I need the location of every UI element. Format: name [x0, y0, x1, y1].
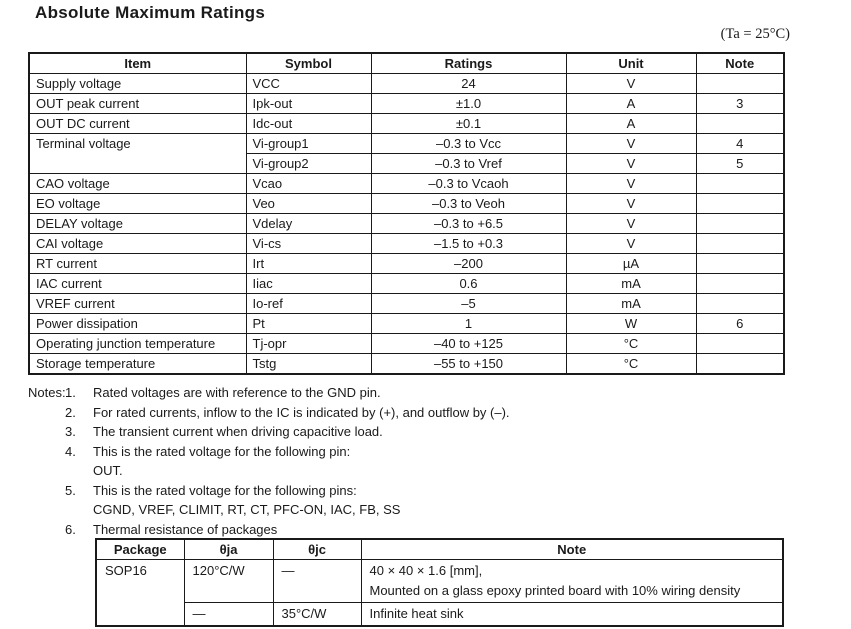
cell-ratings: –55 to +150 — [371, 354, 566, 375]
note-text: Rated voltages are with reference to the GND pin. — [93, 385, 381, 400]
cell-symbol: Vi-cs — [246, 234, 371, 254]
cell-symbol: VCC — [246, 74, 371, 94]
cell-note — [696, 174, 784, 194]
cell-unit: µA — [566, 254, 696, 274]
cell-note — [361, 560, 783, 603]
cell-symbol: Pt — [246, 314, 371, 334]
cell-note — [696, 194, 784, 214]
cell-ratings: ±1.0 — [371, 94, 566, 114]
cell-item: IAC current — [29, 274, 246, 294]
notes-label: Notes: — [28, 385, 66, 400]
table-row — [29, 94, 784, 114]
note-text: OUT. — [93, 463, 123, 478]
notes-label-spacer — [28, 442, 65, 462]
cell-ratings: –40 to +125 — [371, 334, 566, 354]
cell-item: Power dissipation — [29, 314, 246, 334]
cell-unit: W — [566, 314, 696, 334]
temperature-condition: (Ta = 25°C) — [720, 26, 790, 42]
note-number: 3. — [65, 424, 76, 439]
note-text: For rated currents, inflow to the IC is indicated by (+), and outflow by (–). — [93, 404, 510, 420]
cell-symbol: Vi-group2 — [246, 154, 371, 174]
note-line — [28, 442, 510, 462]
table-row — [96, 603, 783, 627]
cell-symbol: Vcao — [246, 174, 371, 194]
notes-label-spacer — [28, 481, 65, 501]
cell-note — [696, 114, 784, 134]
note-text: CGND, VREF, CLIMIT, RT, CT, PFC-ON, IAC, FB, SS — [93, 502, 401, 517]
header-ratings: Ratings — [371, 53, 566, 74]
cell-ratings: –200 — [371, 254, 566, 274]
note-line-2: Mounted on a glass epoxy printed board with 10% wiring density — [369, 583, 741, 598]
cell-unit: V — [566, 194, 696, 214]
cell-theta-jc: — — [273, 560, 361, 603]
cell-note — [696, 334, 784, 354]
cell-ratings: –1.5 to +0.3 — [371, 234, 566, 254]
table-row — [29, 134, 784, 154]
cell-package: SOP16 — [96, 560, 184, 627]
notes-label-spacer — [28, 403, 65, 423]
note-text: This is the rated voltage for the following pin: — [93, 443, 351, 459]
note-number: 4. — [65, 443, 76, 459]
table-row — [29, 234, 784, 254]
cell-symbol: Tj-opr — [246, 334, 371, 354]
table-row — [29, 294, 784, 314]
note-line — [28, 383, 510, 403]
note-line — [28, 403, 510, 423]
cell-unit: V — [566, 214, 696, 234]
cell-unit: V — [566, 74, 696, 94]
note-number: 5. — [65, 482, 76, 498]
cell-note — [696, 74, 784, 94]
cell-unit: V — [566, 234, 696, 254]
table-header-row — [96, 539, 783, 560]
cell-item: RT current — [29, 254, 246, 274]
note-continuation-line — [28, 500, 510, 520]
cell-note: 6 — [696, 314, 784, 334]
cell-note — [696, 254, 784, 274]
cell-symbol: Tstg — [246, 354, 371, 375]
note-line — [28, 520, 510, 540]
cell-note — [696, 354, 784, 375]
cell-item: VREF current — [29, 294, 246, 314]
cell-unit: V — [566, 134, 696, 154]
cell-symbol: Vdelay — [246, 214, 371, 234]
page-title: Absolute Maximum Ratings — [35, 3, 266, 22]
cell-item: OUT peak current — [29, 94, 246, 114]
cell-item: Terminal voltage — [29, 134, 246, 174]
table-row — [29, 214, 784, 234]
notes-label-spacer — [28, 500, 65, 520]
notes-label-spacer — [28, 422, 65, 442]
cell-note — [696, 274, 784, 294]
note-line — [28, 422, 510, 442]
cell-note: 3 — [696, 94, 784, 114]
table-row — [29, 334, 784, 354]
cell-symbol: Idc-out — [246, 114, 371, 134]
cell-unit: A — [566, 114, 696, 134]
table-row — [29, 274, 784, 294]
cell-note: 4 — [696, 134, 784, 154]
cell-ratings: 0.6 — [371, 274, 566, 294]
note-number: 1. — [65, 385, 76, 400]
cell-unit: V — [566, 174, 696, 194]
note-number: 6. — [65, 521, 76, 537]
cell-symbol: Vi-group1 — [246, 134, 371, 154]
header-item: Item — [29, 53, 246, 74]
cell-item: DELAY voltage — [29, 214, 246, 234]
cell-note: 5 — [696, 154, 784, 174]
cell-symbol: Veo — [246, 194, 371, 214]
header-theta-ja: θja — [184, 539, 273, 560]
cell-ratings: –0.3 to Veoh — [371, 194, 566, 214]
cell-item: Storage temperature — [29, 354, 246, 375]
cell-ratings: 24 — [371, 74, 566, 94]
cell-item: EO voltage — [29, 194, 246, 214]
header-note: Note — [696, 53, 784, 74]
header-theta-jc: θjc — [273, 539, 361, 560]
table-row — [29, 174, 784, 194]
note-line — [28, 481, 510, 501]
cell-theta-ja: — — [184, 603, 273, 627]
table-row — [29, 354, 784, 375]
header-note: Note — [361, 539, 783, 560]
cell-item: CAI voltage — [29, 234, 246, 254]
cell-ratings: –0.3 to Vcc — [371, 134, 566, 154]
absolute-maximum-ratings-table — [28, 52, 785, 375]
table-row — [29, 114, 784, 134]
cell-symbol: Iiac — [246, 274, 371, 294]
cell-ratings: ±0.1 — [371, 114, 566, 134]
table-header-row — [29, 53, 784, 74]
note-line-1: 40 × 40 × 1.6 [mm], — [369, 563, 483, 578]
note-number-spacer — [65, 461, 93, 481]
table-row — [96, 560, 783, 603]
table-row — [29, 194, 784, 214]
table-row — [29, 314, 784, 334]
header-symbol: Symbol — [246, 53, 371, 74]
cell-symbol: Io-ref — [246, 294, 371, 314]
cell-item: Operating junction temperature — [29, 334, 246, 354]
note-continuation-line — [28, 461, 510, 481]
cell-symbol: Irt — [246, 254, 371, 274]
cell-ratings: 1 — [371, 314, 566, 334]
cell-unit: mA — [566, 274, 696, 294]
cell-theta-ja: 120°C/W — [184, 560, 273, 603]
cell-item: OUT DC current — [29, 114, 246, 134]
note-text: Thermal resistance of packages — [93, 521, 278, 537]
notes-label-spacer — [28, 520, 65, 540]
cell-ratings: –0.3 to +6.5 — [371, 214, 566, 234]
cell-ratings: –0.3 to Vref — [371, 154, 566, 174]
cell-item: Supply voltage — [29, 74, 246, 94]
cell-item: CAO voltage — [29, 174, 246, 194]
cell-ratings: –5 — [371, 294, 566, 314]
cell-note — [696, 234, 784, 254]
cell-unit: °C — [566, 334, 696, 354]
table-row — [29, 254, 784, 274]
header-unit: Unit — [566, 53, 696, 74]
cell-theta-jc: 35°C/W — [273, 603, 361, 627]
table-row — [29, 74, 784, 94]
header-package: Package — [96, 539, 184, 560]
note-number-spacer — [65, 500, 93, 520]
cell-unit: V — [566, 154, 696, 174]
cell-ratings: –0.3 to Vcaoh — [371, 174, 566, 194]
notes-section — [28, 383, 510, 539]
cell-note — [696, 214, 784, 234]
note-text: This is the rated voltage for the following pins: — [93, 482, 357, 498]
cell-symbol: Ipk-out — [246, 94, 371, 114]
notes-label-spacer — [28, 461, 65, 481]
cell-unit: °C — [566, 354, 696, 375]
cell-unit: mA — [566, 294, 696, 314]
cell-unit: A — [566, 94, 696, 114]
note-text: The transient current when driving capacitive load. — [93, 424, 383, 439]
thermal-resistance-table — [95, 538, 784, 627]
cell-note: Infinite heat sink — [361, 603, 783, 627]
cell-note — [696, 294, 784, 314]
note-number: 2. — [65, 404, 76, 420]
